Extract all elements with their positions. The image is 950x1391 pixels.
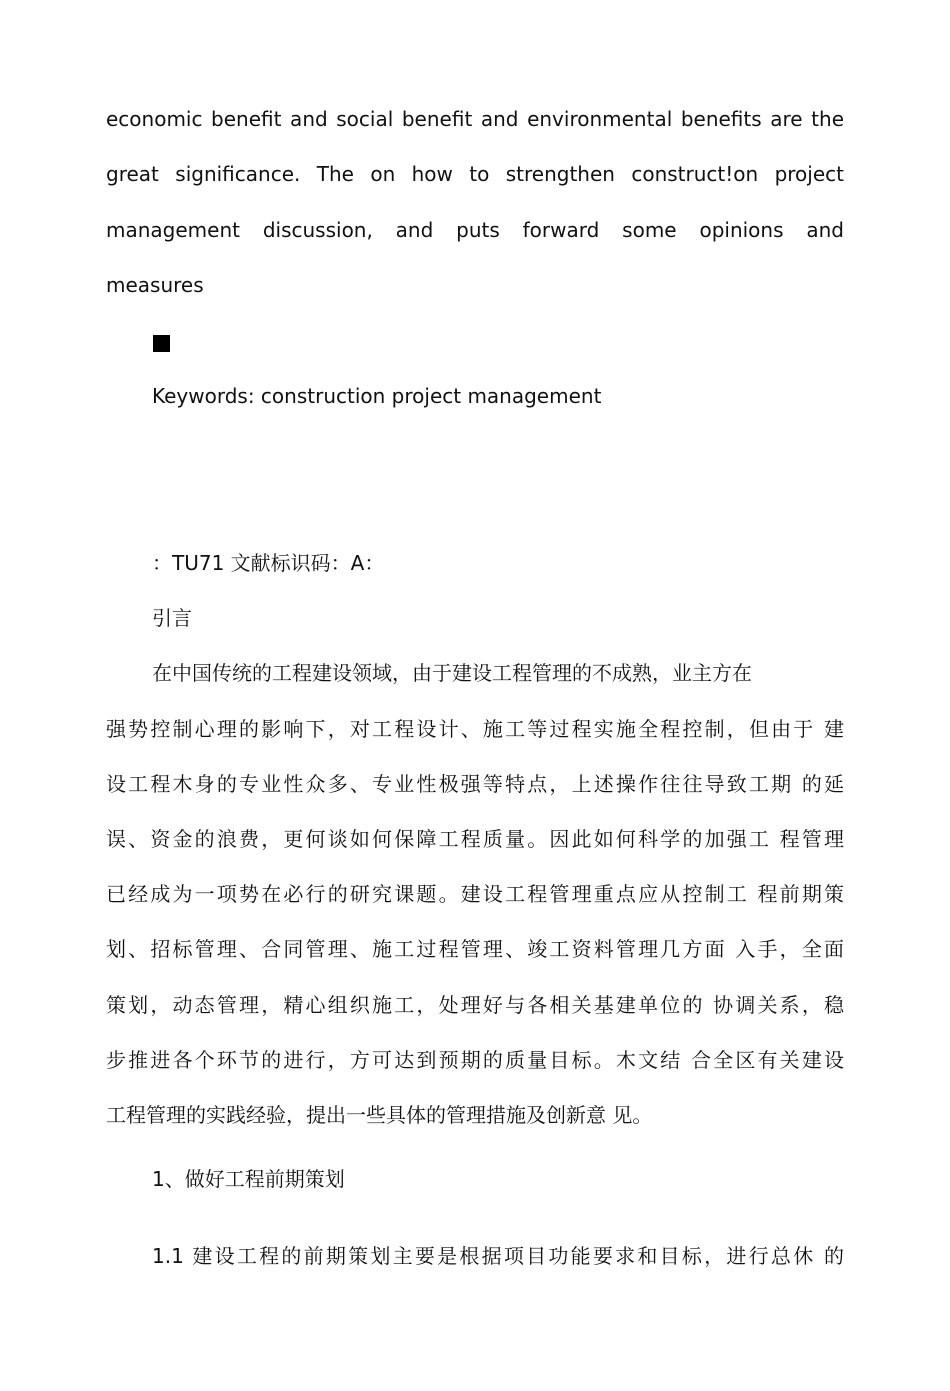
classification-code: ：TU71 文献标识码：A： xyxy=(152,551,385,575)
intro-heading: 引言 xyxy=(152,606,192,630)
abstract-line-2: great significance. The on how to strengthen construct!on project xyxy=(106,162,844,186)
black-square-icon xyxy=(153,335,170,352)
intro-line-4: 误、资金的浪费，更何谈如何保障工程质量。因此如何科学的加强工 程管理 xyxy=(106,827,844,851)
section-1-1-line: 1.1 建设工程的前期策划主要是根据项目功能要求和目标，进行总休 的 xyxy=(152,1244,844,1268)
abstract-line-3: management discussion, and puts forward some opinions and xyxy=(106,218,844,242)
abstract-line-4: measures xyxy=(106,273,204,297)
intro-line-7: 策划，动态管理，精心组织施工，处理好与各相关基建单位的 协调关系，稳 xyxy=(106,993,844,1017)
intro-line-5: 已经成为一项势在必行的研究课题。建设工程管理重点应从控制工 程前期策 xyxy=(106,882,844,906)
intro-line-2: 强势控制心理的影响下，对工程设计、施工等过程实施全程控制，但由于 建 xyxy=(106,717,844,741)
abstract-line-1: economic benefit and social benefit and environmental benefits are the xyxy=(106,107,844,131)
keywords: Keywords: construction project management xyxy=(152,384,602,408)
section-1-heading: 1、做好工程前期策划 xyxy=(152,1167,345,1191)
intro-line-3: 设工程木身的专业性众多、专业性极强等特点，上述操作往往导致工期 的延 xyxy=(106,772,844,796)
intro-line-1: 在中国传统的工程建设领域，由于建设工程管理的不成熟，业主方在 xyxy=(152,661,752,685)
intro-line-8: 步推进各个环节的进行，方可达到预期的质量目标。木文结 合全区有关建设 xyxy=(106,1048,844,1072)
intro-line-9: 工程管理的实践经验，提出一些具体的管理措施及创新意 见。 xyxy=(106,1103,653,1127)
intro-line-6: 划、招标管理、合同管理、施工过程管理、竣工资料管理几方面 入手，全面 xyxy=(106,937,844,961)
